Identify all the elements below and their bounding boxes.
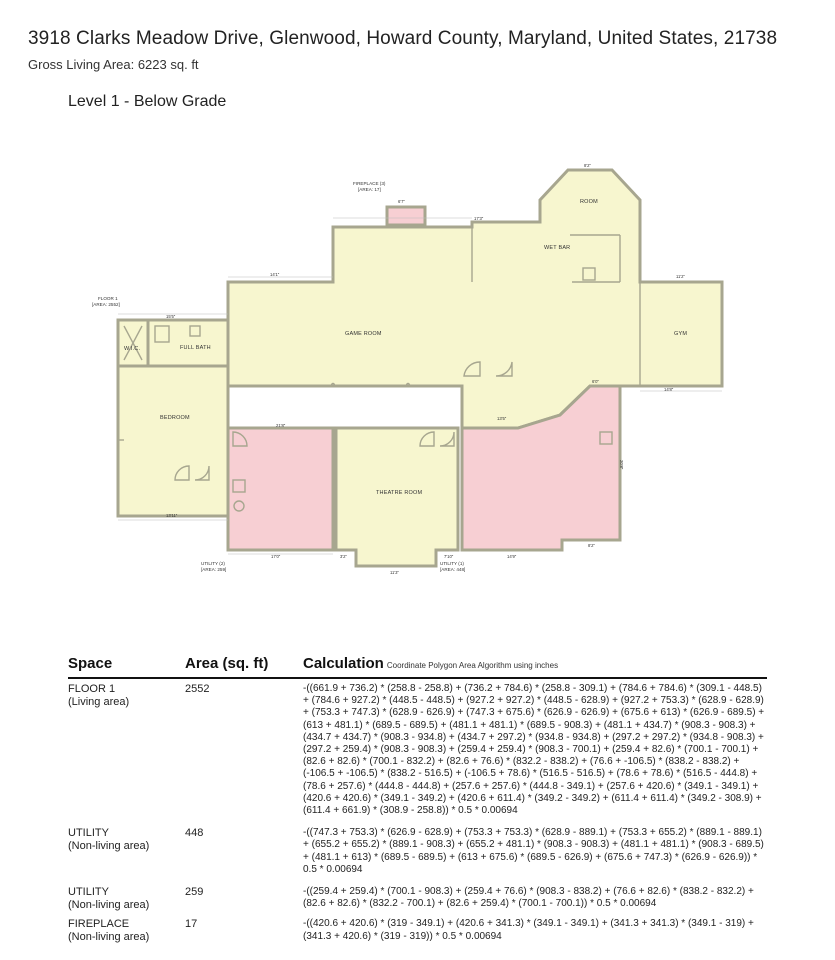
gross-living-area: Gross Living Area: 6223 sq. ft [28,57,199,72]
utility2-area: [AREA: 259] [201,567,227,572]
space-type: (Non-living area) [68,840,150,853]
dim-label: 14'1" [270,272,280,277]
area-cell: 2552 [185,683,210,695]
dim-label: 15'5" [166,314,176,319]
calc-cell: -((420.6 + 420.6) * (319 - 349.1) + (420.6 + 341.3) * (349.1 - 349.1) + (341.3 + 341.3) * (349.1 - 319) + (341.3 + 420.6) * (319 - 319)) * 0.5 * 0.00694 [303,918,754,942]
living-area-shapes [118,170,722,566]
space-cell [68,683,183,709]
dim-label: 11'3" [390,570,399,575]
game-room-label: GAME ROOM [345,331,382,337]
dim-label: 14'8" [664,387,674,392]
bedroom-label: BEDROOM [160,415,190,421]
property-address: 3918 Clarks Meadow Drive, Glenwood, Howard County, Maryland, United States, 21738 [28,28,778,49]
dim-label: 20'8" [619,460,624,470]
level-title: Level 1 - Below Grade [68,93,227,110]
space-type: (Non-living area) [68,899,150,912]
header-space: Space [68,655,113,672]
space-name: FIREPLACE [68,918,130,931]
utility1-area: [AREA: 448] [440,567,466,572]
dim-label: 8'2" [588,543,595,548]
dim-label: 13'11" [166,513,178,518]
space-cell [68,827,183,853]
game-room-shape [228,170,722,428]
table-row [68,683,767,817]
dim-label: 6'7" [398,199,405,204]
calc-cell: -((259.4 + 259.4) * (700.1 - 908.3) + (259.4 + 76.6) * (908.3 - 838.2) + (76.6 + 82.6) * (838.2 - 832.2) + (82.6 + 82.6) * (832.2 - 700.1) + (82.6 + 259.4) * (700.1 - 700.1)) * 0.5 * 0.00694 [303,886,754,910]
header-calculation [303,655,558,672]
theatre-room-shape [336,428,458,566]
dim-label: 14'9" [507,554,517,559]
header-calculation-note: Coordinate Polygon Area Algorithm using inches [386,661,559,670]
fireplace-title: FIREPLACE (3) [353,181,386,186]
space-type: (Non-living area) [68,931,150,944]
space-cell [68,886,183,912]
full-bath-shape [148,320,228,366]
area-cell: 448 [185,827,204,840]
floor1-area: [AREA: 2552] [92,302,120,307]
dim-label: 17'3" [474,216,484,221]
space-name: UTILITY [68,886,109,899]
utility1-title: UTILITY (1) [440,561,464,566]
space-cell [68,918,183,944]
wic-label: W.I.C. [124,346,141,352]
room-label: ROOM [580,199,598,205]
fireplace-shape [387,207,425,225]
dim-label: 7'10" [444,554,454,559]
dim-label: 6'0" [592,379,599,384]
calc-cell: -((747.3 + 753.3) * (626.9 - 628.9) + (753.3 + 753.3) * (628.9 - 889.1) + (753.3 + 655.2) * (889.1 - 889.1) + (655.2 + 655.2) * (889.1 - 908.3) + (655.2 + 481.1) * (908.3 - 908.3) + (481.1 + 481.1) * (908.3 - 689.5) + (481.1 + 613) * (689.5 - 689.5) + (613 + 675.6) * (689.5 - 626.9) + (675.6 + 747.3) * (626.9 - 626.9)) * 0.5 * 0.00694 [303,827,764,875]
table-row [68,918,767,942]
dim-label: 11'2" [676,274,685,279]
dim-label: 3'2" [340,554,347,559]
header-area: Area (sq. ft) [185,655,269,672]
area-table [68,653,767,943]
space-type: (Living area) [68,696,130,708]
area-cell: 259 [185,886,204,899]
space-name: UTILITY [68,827,109,840]
table-row [68,886,767,910]
floor-plan [0,150,835,590]
dim-label: 13'5" [497,416,507,421]
utility2-title: UTILITY (2) [201,561,225,566]
wet-bar-label: WET BAR [544,245,571,251]
dim-label: 17'0" [271,554,281,559]
dim-label: 21'8" [276,423,286,428]
calc-cell: -((661.9 + 736.2) * (258.8 - 258.8) + (736.2 + 784.6) * (258.8 - 309.1) + (784.6 + 784.6) * (309.1 - 448.5) + (784.6 + 927.2) * (448.5 - 448.5) + (927.2 + 927.2) * (448.5 - 628.9) + (927.2 + 753.3) * (628.9 - 628.9) + (753.3 + 747.3) * (628.9 - 626.9) + (747.3 + 675.6) * (626.9 - 626.9) + (675.6 + 613) * (626.9 - 689.5) + (613 + 481.1) * (689.5 - 689.5) + (481.1 + 481.1) * (689.5 - 908.3) + (481.1 + 434.7) * (908.3 - 908.3) + (434.7 + 434.7) * (908.3 - 934.8) + (434.7 + 297.2) * (934.8 - 934.8) + (297.2 + 297.2) * (934.8 - 908.3) + (297.2 + 259.4) * (908.3 - 908.3) + (259.4 + 259.4) * (908.3 - 700.1) + (259.4 + 82.6) * (700.1 - 700.1) + (82.6 + 82.6) * (700.1 - 832.2) + (82.6 + 76.6) * (832.2 - 838.2) + (76.6 + -106.5) * (838.2 - 838.2) + (-106.5 + -106.5) * (838.2 - 516.5) + (-106.5 + 78.6) * (516.5 - 516.5) + (78.6 + 78.6) * (516.5 - 444.8) + (78.6 + 257.6) * (444.8 - 444.8) + (257.6 + 257.6) * (444.8 - 349.1) + (257.6 + 420.6) * (349.1 - 349.1) + (420.6 + 420.6) * (349.1 - 349.2) + (420.6 + 611.4) * (349.2 - 349.2) + (611.4 + 611.4) * (349.2 - 308.9) + (611.4 + 661.9) * (308.9 - 258.8)) * 0.5 * 0.00694 [303,683,765,817]
space-name: FLOOR 1 [68,683,116,695]
theatre-room-label: THEATRE ROOM [376,490,423,496]
gym-label: GYM [674,331,688,337]
table-header [68,653,767,679]
header-calculation-label: Calculation [303,655,384,672]
fireplace-area: [AREA: 17] [358,187,381,192]
full-bath-label: FULL BATH [180,345,211,351]
area-cell: 17 [185,918,198,931]
table-row [68,827,767,876]
dim-label: 8'2" [584,163,591,168]
floor1-title: FLOOR 1 [98,296,118,301]
